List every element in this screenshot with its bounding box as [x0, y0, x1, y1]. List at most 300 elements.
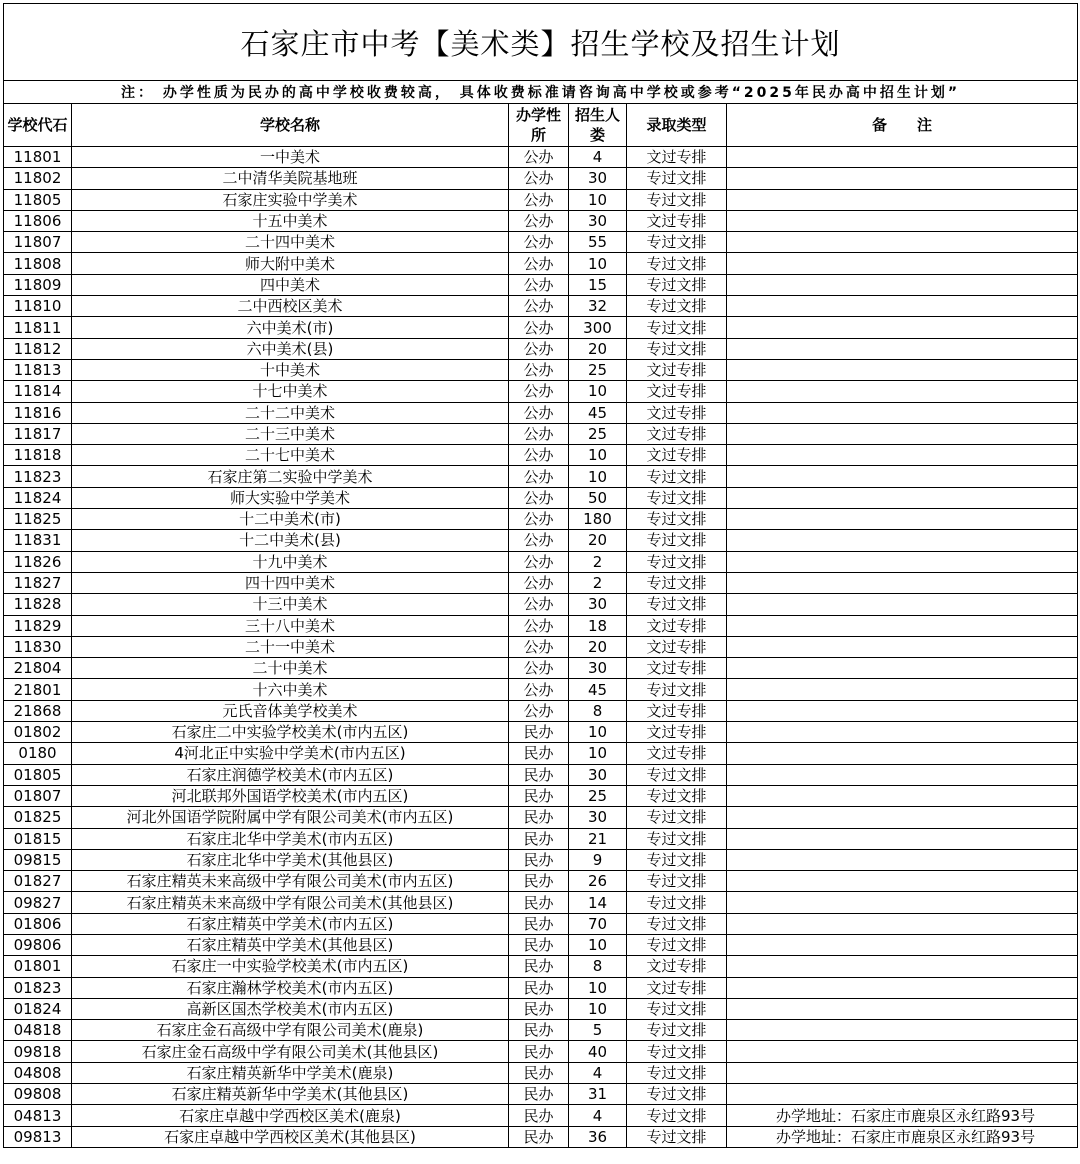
cell-admission-type: 专过文排	[627, 679, 727, 700]
cell-school-nature: 民办	[509, 871, 569, 892]
cell-remark	[727, 722, 1078, 743]
cell-school-nature: 公办	[509, 572, 569, 593]
table-row	[4, 423, 1078, 444]
cell-enroll-quota: 55	[569, 232, 627, 253]
cell-remark	[727, 785, 1078, 806]
cell-school-code: 11802	[4, 168, 72, 189]
cell-school-code: 09808	[4, 1084, 72, 1105]
cell-enroll-quota: 70	[569, 913, 627, 934]
cell-school-name: 二十中美术	[72, 658, 509, 679]
fee-note: 注： 办学性质为民办的高中学校收费较高， 具体收费标准请咨询高中学校或参考“2025年民办高中招生计划”	[4, 81, 1078, 104]
cell-school-name: 十九中美术	[72, 551, 509, 572]
cell-admission-type: 专过文排	[627, 1084, 727, 1105]
cell-admission-type: 专过文排	[627, 1126, 727, 1147]
cell-admission-type: 专过文排	[627, 509, 727, 530]
cell-remark	[727, 807, 1078, 828]
cell-remark	[727, 679, 1078, 700]
cell-enroll-quota: 10	[569, 445, 627, 466]
cell-remark	[727, 892, 1078, 913]
cell-school-name: 十中美术	[72, 359, 509, 380]
cell-school-nature: 民办	[509, 764, 569, 785]
cell-remark	[727, 381, 1078, 402]
cell-remark	[727, 615, 1078, 636]
cell-remark	[727, 274, 1078, 295]
cell-school-code: 21801	[4, 679, 72, 700]
cell-admission-type: 文过专排	[627, 615, 727, 636]
header-enroll-quota: 招生人娄	[569, 104, 627, 147]
cell-enroll-quota: 180	[569, 509, 627, 530]
cell-school-nature: 公办	[509, 359, 569, 380]
cell-school-name: 高新区国杰学校美术(市内五区)	[72, 998, 509, 1019]
cell-school-name: 四十四中美术	[72, 572, 509, 593]
cell-admission-type: 专过文排	[627, 572, 727, 593]
header-remark: 备 注	[727, 104, 1078, 147]
cell-school-nature: 公办	[509, 274, 569, 295]
cell-school-name: 石家庄卓越中学西校区美术(鹿泉)	[72, 1105, 509, 1126]
table-row	[4, 615, 1078, 636]
cell-admission-type: 专过文排	[627, 274, 727, 295]
cell-school-nature: 民办	[509, 1062, 569, 1083]
table-row	[4, 168, 1078, 189]
cell-school-code: 11816	[4, 402, 72, 423]
cell-admission-type: 专过文排	[627, 296, 727, 317]
cell-enroll-quota: 20	[569, 530, 627, 551]
table-row	[4, 722, 1078, 743]
cell-school-nature: 公办	[509, 551, 569, 572]
table-row	[4, 253, 1078, 274]
cell-enroll-quota: 5	[569, 1020, 627, 1041]
cell-school-name: 元氏音体美学校美术	[72, 700, 509, 721]
cell-remark	[727, 232, 1078, 253]
cell-remark	[727, 402, 1078, 423]
table-row	[4, 359, 1078, 380]
cell-remark	[727, 296, 1078, 317]
table-row	[4, 509, 1078, 530]
cell-school-code: 01815	[4, 828, 72, 849]
table-row	[4, 1126, 1078, 1147]
cell-school-nature: 公办	[509, 296, 569, 317]
cell-school-code: 11831	[4, 530, 72, 551]
cell-remark	[727, 147, 1078, 168]
cell-remark	[727, 871, 1078, 892]
cell-school-nature: 民办	[509, 722, 569, 743]
cell-remark	[727, 658, 1078, 679]
cell-school-nature: 公办	[509, 253, 569, 274]
cell-remark	[727, 1020, 1078, 1041]
cell-school-code: 01823	[4, 977, 72, 998]
table-row	[4, 658, 1078, 679]
cell-remark: 办学地址：石家庄市鹿泉区永红路93号	[727, 1126, 1078, 1147]
table-row	[4, 892, 1078, 913]
cell-remark	[727, 594, 1078, 615]
cell-school-nature: 公办	[509, 445, 569, 466]
cell-admission-type: 文过专排	[627, 381, 727, 402]
cell-admission-type: 文过专排	[627, 743, 727, 764]
cell-enroll-quota: 15	[569, 274, 627, 295]
cell-remark	[727, 317, 1078, 338]
cell-school-name: 石家庄瀚林学校美术(市内五区)	[72, 977, 509, 998]
cell-school-code: 09806	[4, 934, 72, 955]
cell-remark	[727, 253, 1078, 274]
cell-school-nature: 公办	[509, 636, 569, 657]
cell-admission-type: 专过文排	[627, 913, 727, 934]
cell-enroll-quota: 20	[569, 636, 627, 657]
cell-school-code: 11811	[4, 317, 72, 338]
cell-school-name: 石家庄二中实验学校美术(市内五区)	[72, 722, 509, 743]
cell-enroll-quota: 26	[569, 871, 627, 892]
cell-school-name: 十六中美术	[72, 679, 509, 700]
header-row	[4, 104, 1078, 147]
cell-school-nature: 民办	[509, 1126, 569, 1147]
table-row	[4, 636, 1078, 657]
cell-admission-type: 专过文排	[627, 764, 727, 785]
cell-enroll-quota: 36	[569, 1126, 627, 1147]
cell-remark	[727, 764, 1078, 785]
cell-enroll-quota: 10	[569, 998, 627, 1019]
cell-school-name: 石家庄精英新华中学美术(鹿泉)	[72, 1062, 509, 1083]
cell-school-code: 11828	[4, 594, 72, 615]
cell-enroll-quota: 20	[569, 338, 627, 359]
cell-school-nature: 公办	[509, 594, 569, 615]
cell-school-name: 石家庄金石高级中学有限公司美术(其他县区)	[72, 1041, 509, 1062]
cell-school-code: 01801	[4, 956, 72, 977]
cell-enroll-quota: 21	[569, 828, 627, 849]
cell-school-name: 二十七中美术	[72, 445, 509, 466]
cell-school-name: 四中美术	[72, 274, 509, 295]
cell-admission-type: 专过文排	[627, 530, 727, 551]
cell-school-name: 二中西校区美术	[72, 296, 509, 317]
cell-admission-type: 文过专排	[627, 402, 727, 423]
cell-school-name: 石家庄润德学校美术(市内五区)	[72, 764, 509, 785]
cell-school-name: 六中美术(市)	[72, 317, 509, 338]
cell-enroll-quota: 30	[569, 807, 627, 828]
cell-school-nature: 民办	[509, 977, 569, 998]
cell-admission-type: 专过文排	[627, 1041, 727, 1062]
cell-enroll-quota: 25	[569, 359, 627, 380]
cell-school-name: 4河北正中实验中学美术(市内五区)	[72, 743, 509, 764]
cell-admission-type: 专过文排	[627, 253, 727, 274]
cell-admission-type: 专过文排	[627, 338, 727, 359]
table-row	[4, 977, 1078, 998]
cell-enroll-quota: 10	[569, 189, 627, 210]
cell-admission-type: 专过文排	[627, 487, 727, 508]
cell-school-code: 11814	[4, 381, 72, 402]
cell-school-name: 二中清华美院基地班	[72, 168, 509, 189]
cell-enroll-quota: 4	[569, 147, 627, 168]
cell-remark: 办学地址：石家庄市鹿泉区永红路93号	[727, 1105, 1078, 1126]
cell-school-code: 01824	[4, 998, 72, 1019]
cell-enroll-quota: 300	[569, 317, 627, 338]
cell-admission-type: 专过文排	[627, 168, 727, 189]
cell-school-code: 11808	[4, 253, 72, 274]
cell-school-nature: 民办	[509, 743, 569, 764]
cell-school-name: 石家庄精英未来高级中学有限公司美术(其他县区)	[72, 892, 509, 913]
cell-school-name: 十五中美术	[72, 210, 509, 231]
table-row	[4, 764, 1078, 785]
cell-school-nature: 民办	[509, 828, 569, 849]
enrollment-table	[3, 3, 1078, 1148]
cell-admission-type: 文过专排	[627, 210, 727, 231]
table-row	[4, 828, 1078, 849]
cell-remark	[727, 168, 1078, 189]
cell-admission-type: 文过专排	[627, 977, 727, 998]
cell-enroll-quota: 18	[569, 615, 627, 636]
cell-school-code: 11801	[4, 147, 72, 168]
cell-remark	[727, 338, 1078, 359]
table-row	[4, 189, 1078, 210]
table-row	[4, 210, 1078, 231]
cell-school-nature: 公办	[509, 381, 569, 402]
cell-remark	[727, 359, 1078, 380]
cell-enroll-quota: 2	[569, 572, 627, 593]
table-row	[4, 700, 1078, 721]
cell-school-name: 十三中美术	[72, 594, 509, 615]
table-row	[4, 232, 1078, 253]
cell-school-name: 石家庄一中实验学校美术(市内五区)	[72, 956, 509, 977]
cell-remark	[727, 977, 1078, 998]
cell-enroll-quota: 10	[569, 722, 627, 743]
cell-school-name: 石家庄北华中学美术(其他县区)	[72, 849, 509, 870]
cell-enroll-quota: 10	[569, 977, 627, 998]
cell-school-code: 09827	[4, 892, 72, 913]
cell-remark	[727, 466, 1078, 487]
table-row	[4, 934, 1078, 955]
enrollment-sheet	[3, 3, 1077, 1148]
cell-admission-type: 专过文排	[627, 998, 727, 1019]
cell-enroll-quota: 10	[569, 466, 627, 487]
cell-enroll-quota: 10	[569, 253, 627, 274]
cell-school-nature: 公办	[509, 615, 569, 636]
cell-admission-type: 专过文排	[627, 1020, 727, 1041]
header-school-name: 学校名称	[72, 104, 509, 147]
table-row	[4, 913, 1078, 934]
page-title: 石家庄市中考【美术类】招生学校及招生计划	[4, 4, 1078, 81]
cell-school-code: 11817	[4, 423, 72, 444]
table-row	[4, 785, 1078, 806]
header-admission-type: 录取类型	[627, 104, 727, 147]
cell-school-nature: 公办	[509, 509, 569, 530]
cell-school-nature: 公办	[509, 147, 569, 168]
cell-school-code: 11830	[4, 636, 72, 657]
cell-admission-type: 文过专排	[627, 147, 727, 168]
cell-school-nature: 公办	[509, 317, 569, 338]
cell-school-nature: 公办	[509, 210, 569, 231]
cell-admission-type: 专过文排	[627, 594, 727, 615]
cell-admission-type: 文过专排	[627, 445, 727, 466]
cell-school-nature: 公办	[509, 658, 569, 679]
cell-school-nature: 公办	[509, 700, 569, 721]
cell-school-code: 21804	[4, 658, 72, 679]
table-row	[4, 274, 1078, 295]
cell-school-nature: 民办	[509, 1020, 569, 1041]
cell-school-code: 09818	[4, 1041, 72, 1062]
cell-school-nature: 公办	[509, 402, 569, 423]
cell-admission-type: 专过文排	[627, 466, 727, 487]
header-school-code: 学校代石	[4, 104, 72, 147]
table-row	[4, 572, 1078, 593]
cell-school-name: 石家庄金石高级中学有限公司美术(鹿泉)	[72, 1020, 509, 1041]
cell-school-name: 二十三中美术	[72, 423, 509, 444]
table-row	[4, 594, 1078, 615]
cell-admission-type: 文过专排	[627, 359, 727, 380]
cell-school-nature: 民办	[509, 1084, 569, 1105]
cell-admission-type: 专过文排	[627, 317, 727, 338]
cell-school-nature: 公办	[509, 168, 569, 189]
cell-school-nature: 民办	[509, 785, 569, 806]
cell-enroll-quota: 10	[569, 934, 627, 955]
cell-school-name: 师大实验中学美术	[72, 487, 509, 508]
cell-school-code: 11824	[4, 487, 72, 508]
cell-remark	[727, 530, 1078, 551]
cell-remark	[727, 445, 1078, 466]
cell-school-code: 11809	[4, 274, 72, 295]
cell-school-name: 六中美术(县)	[72, 338, 509, 359]
cell-remark	[727, 189, 1078, 210]
cell-school-name: 石家庄精英新华中学美术(其他县区)	[72, 1084, 509, 1105]
cell-school-code: 11825	[4, 509, 72, 530]
table-row	[4, 147, 1078, 168]
cell-school-code: 09815	[4, 849, 72, 870]
cell-school-code: 04813	[4, 1105, 72, 1126]
cell-school-code: 11806	[4, 210, 72, 231]
table-row	[4, 743, 1078, 764]
cell-admission-type: 文过专排	[627, 658, 727, 679]
table-row	[4, 1041, 1078, 1062]
cell-school-code: 01802	[4, 722, 72, 743]
cell-admission-type: 专过文排	[627, 871, 727, 892]
cell-admission-type: 专过文排	[627, 1105, 727, 1126]
cell-remark	[727, 423, 1078, 444]
table-row	[4, 445, 1078, 466]
cell-admission-type: 专过文排	[627, 892, 727, 913]
cell-school-nature: 民办	[509, 1105, 569, 1126]
cell-admission-type: 文过专排	[627, 636, 727, 657]
cell-school-code: 01806	[4, 913, 72, 934]
cell-school-code: 11810	[4, 296, 72, 317]
cell-remark	[727, 509, 1078, 530]
cell-school-nature: 民办	[509, 849, 569, 870]
cell-enroll-quota: 31	[569, 1084, 627, 1105]
cell-enroll-quota: 25	[569, 423, 627, 444]
cell-school-name: 十二中美术(市)	[72, 509, 509, 530]
cell-admission-type: 专过文排	[627, 1062, 727, 1083]
table-row	[4, 1105, 1078, 1126]
cell-enroll-quota: 50	[569, 487, 627, 508]
cell-school-code: 04818	[4, 1020, 72, 1041]
cell-school-name: 石家庄卓越中学西校区美术(其他县区)	[72, 1126, 509, 1147]
cell-enroll-quota: 30	[569, 210, 627, 231]
cell-remark	[727, 934, 1078, 955]
cell-school-name: 十二中美术(县)	[72, 530, 509, 551]
cell-school-name: 二十一中美术	[72, 636, 509, 657]
cell-admission-type: 文过专排	[627, 423, 727, 444]
cell-remark	[727, 636, 1078, 657]
cell-school-name: 石家庄实验中学美术	[72, 189, 509, 210]
cell-school-nature: 公办	[509, 487, 569, 508]
table-row	[4, 807, 1078, 828]
table-row	[4, 317, 1078, 338]
cell-school-nature: 民办	[509, 998, 569, 1019]
cell-school-nature: 民办	[509, 913, 569, 934]
cell-school-name: 二十四中美术	[72, 232, 509, 253]
cell-admission-type: 专过文排	[627, 551, 727, 572]
cell-remark	[727, 487, 1078, 508]
cell-school-code: 11818	[4, 445, 72, 466]
cell-remark	[727, 956, 1078, 977]
cell-admission-type: 文过专排	[627, 956, 727, 977]
table-row	[4, 402, 1078, 423]
cell-remark	[727, 1084, 1078, 1105]
cell-enroll-quota: 4	[569, 1062, 627, 1083]
cell-enroll-quota: 32	[569, 296, 627, 317]
table-row	[4, 466, 1078, 487]
cell-school-code: 11826	[4, 551, 72, 572]
cell-school-name: 石家庄精英未来高级中学有限公司美术(市内五区)	[72, 871, 509, 892]
cell-school-nature: 公办	[509, 466, 569, 487]
table-row	[4, 956, 1078, 977]
cell-school-code: 04808	[4, 1062, 72, 1083]
cell-remark	[727, 572, 1078, 593]
cell-school-nature: 公办	[509, 679, 569, 700]
cell-school-code: 11829	[4, 615, 72, 636]
table-row	[4, 849, 1078, 870]
table-row	[4, 487, 1078, 508]
cell-school-nature: 民办	[509, 934, 569, 955]
cell-remark	[727, 998, 1078, 1019]
cell-enroll-quota: 30	[569, 168, 627, 189]
cell-remark	[727, 913, 1078, 934]
cell-school-name: 师大附中美术	[72, 253, 509, 274]
table-row	[4, 998, 1078, 1019]
cell-school-code: 11813	[4, 359, 72, 380]
cell-admission-type: 专过文排	[627, 232, 727, 253]
cell-school-code: 01825	[4, 807, 72, 828]
cell-school-code: 11805	[4, 189, 72, 210]
cell-enroll-quota: 30	[569, 594, 627, 615]
table-row	[4, 338, 1078, 359]
cell-enroll-quota: 30	[569, 658, 627, 679]
cell-admission-type: 专过文排	[627, 828, 727, 849]
cell-remark	[727, 1041, 1078, 1062]
cell-school-nature: 民办	[509, 956, 569, 977]
cell-enroll-quota: 4	[569, 1105, 627, 1126]
table-body	[4, 147, 1078, 1148]
cell-school-code: 11827	[4, 572, 72, 593]
cell-school-code: 09813	[4, 1126, 72, 1147]
table-row	[4, 296, 1078, 317]
cell-enroll-quota: 40	[569, 1041, 627, 1062]
cell-enroll-quota: 10	[569, 381, 627, 402]
cell-admission-type: 专过文排	[627, 934, 727, 955]
cell-enroll-quota: 9	[569, 849, 627, 870]
table-row	[4, 1084, 1078, 1105]
cell-school-code: 01807	[4, 785, 72, 806]
cell-enroll-quota: 2	[569, 551, 627, 572]
cell-remark	[727, 210, 1078, 231]
table-row	[4, 551, 1078, 572]
header-school-nature: 办学性所	[509, 104, 569, 147]
cell-school-code: 01805	[4, 764, 72, 785]
cell-remark	[727, 828, 1078, 849]
cell-school-nature: 公办	[509, 232, 569, 253]
cell-school-code: 01827	[4, 871, 72, 892]
table-row	[4, 381, 1078, 402]
cell-school-nature: 民办	[509, 807, 569, 828]
cell-admission-type: 文过专排	[627, 700, 727, 721]
cell-enroll-quota: 8	[569, 956, 627, 977]
table-row	[4, 1020, 1078, 1041]
cell-school-nature: 民办	[509, 892, 569, 913]
